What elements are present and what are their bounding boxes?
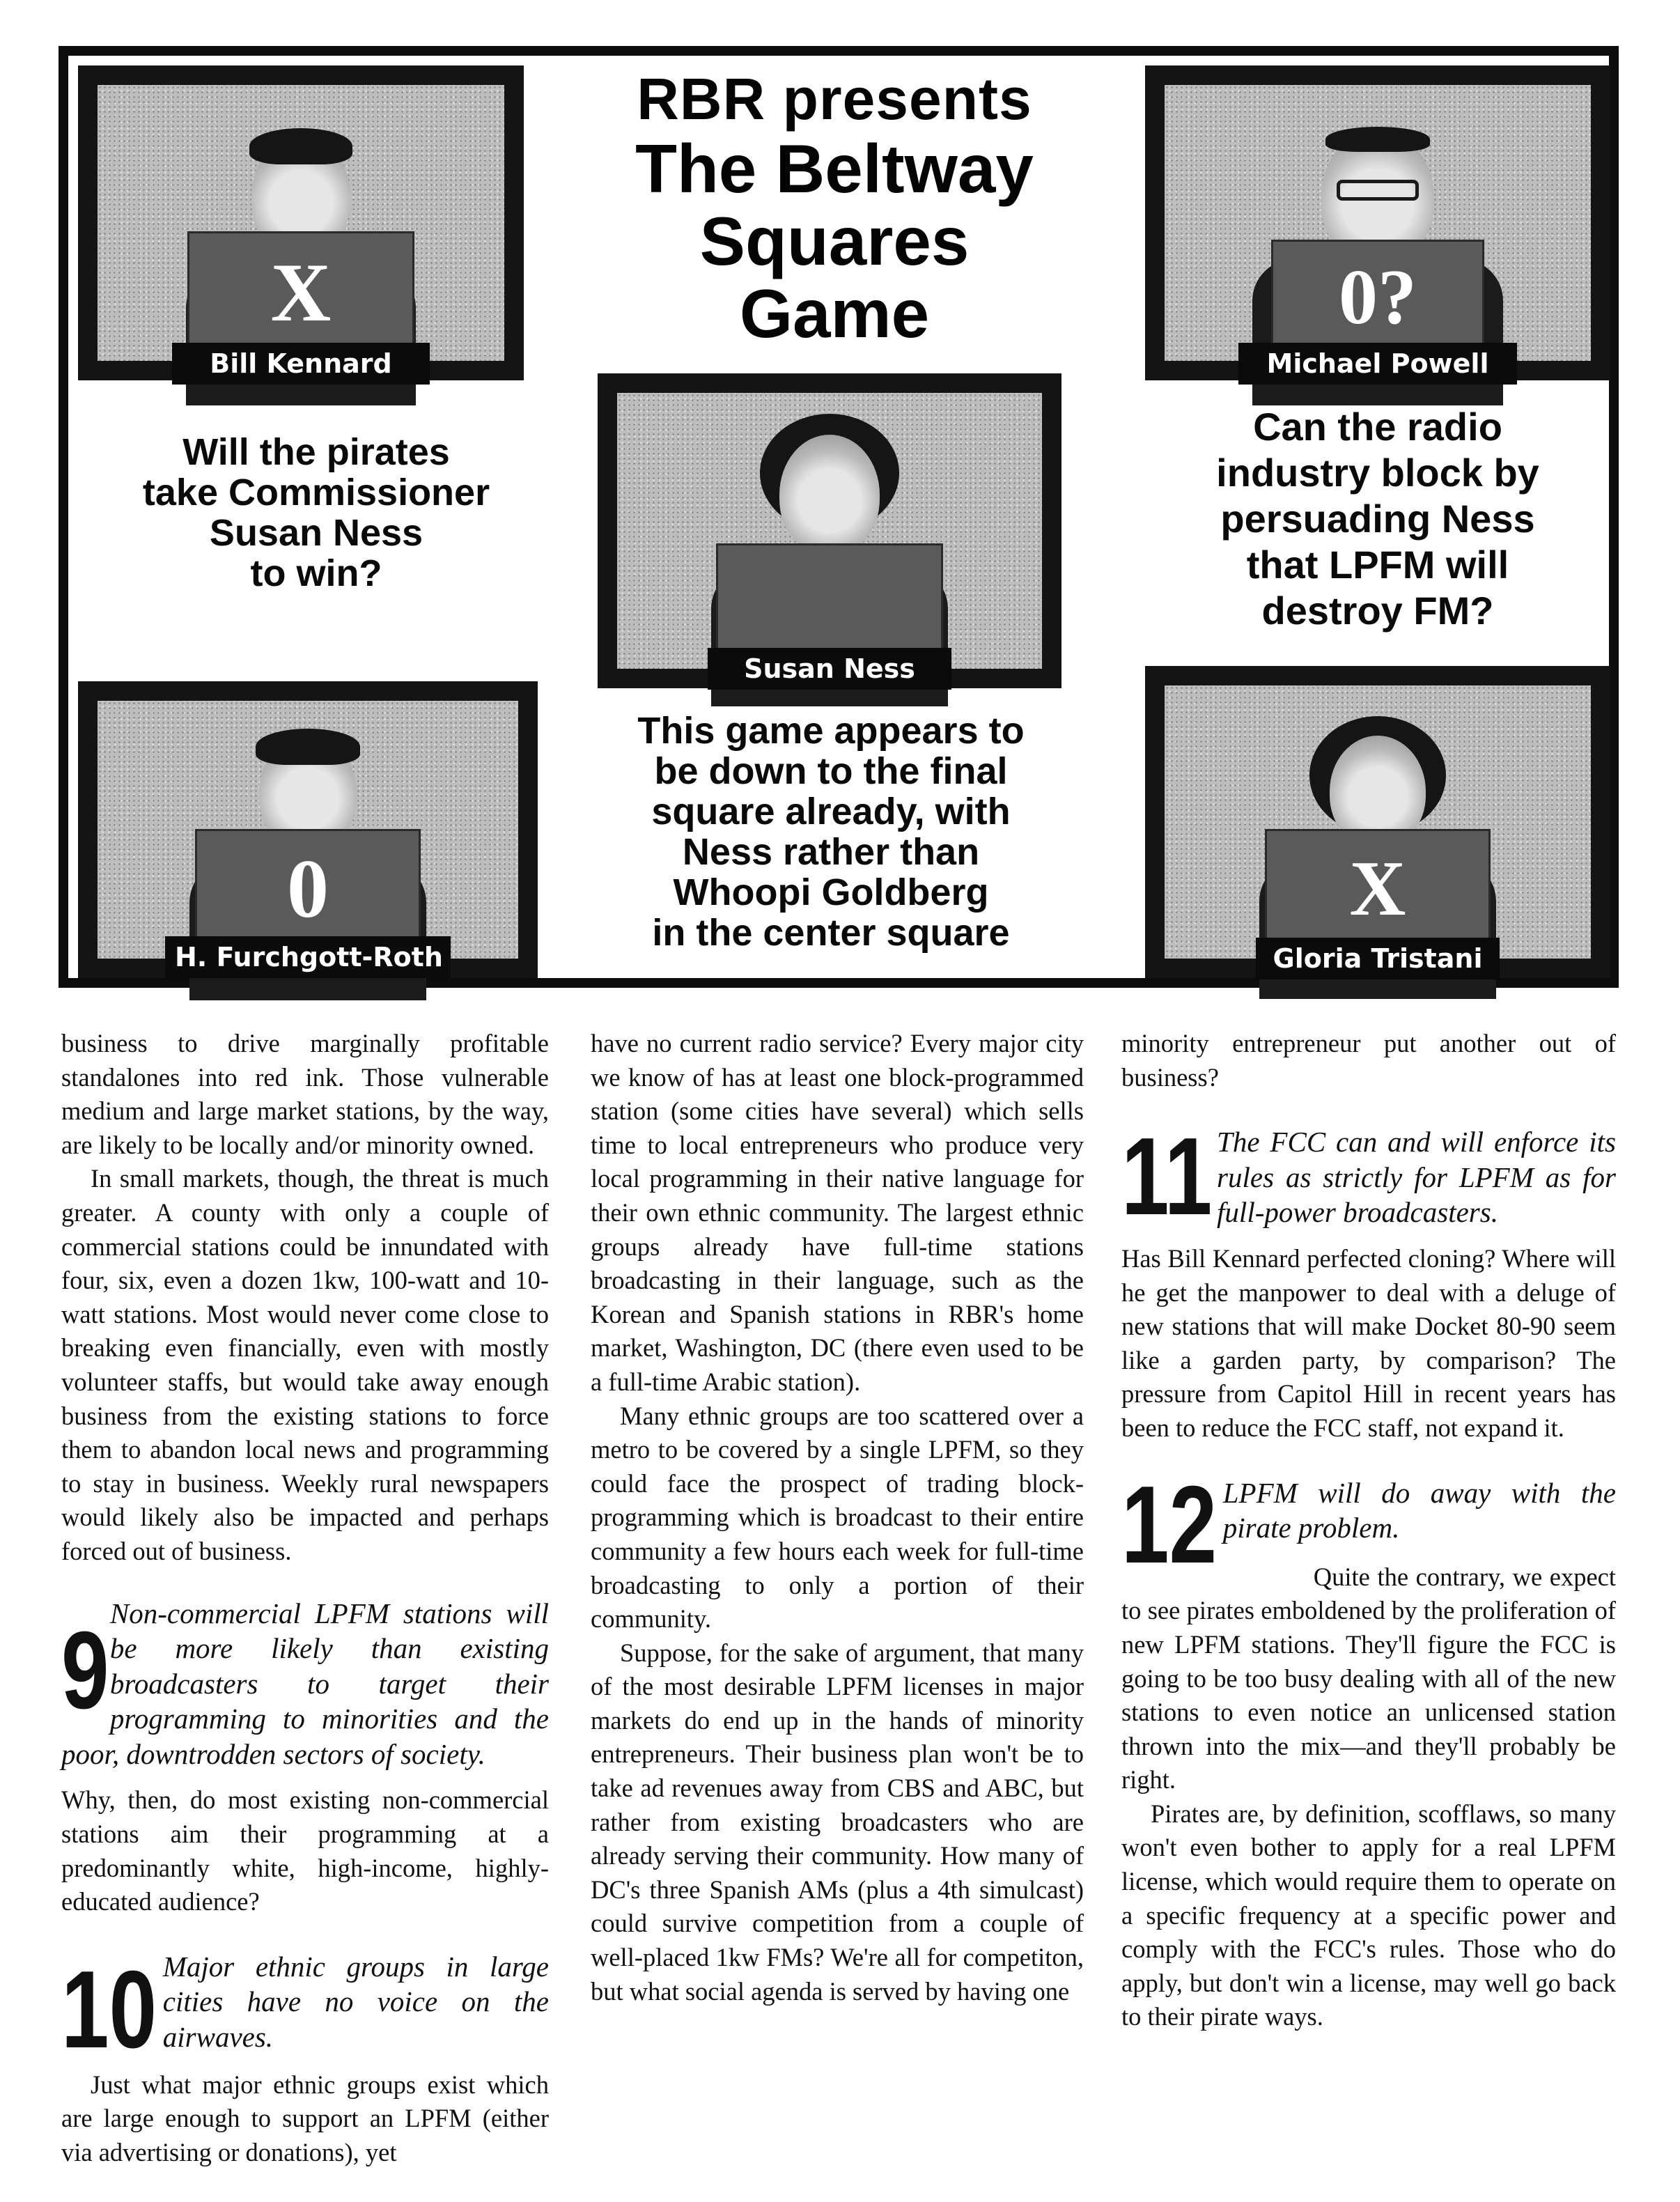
myth-item-9	[61, 1597, 549, 1919]
myth-item-12	[1121, 1463, 1616, 1797]
square-screen	[617, 393, 1042, 684]
question-line: destroy FM?	[1261, 589, 1494, 633]
title-line-3: Squares	[699, 203, 970, 279]
beltway-squares-board	[59, 46, 1619, 988]
paragraph: Why, then, do most existing non-commercial stations aim their programming at a predominantly white, high-income, highly-educated audience?	[61, 1785, 549, 1916]
claim-text: LPFM will do away with the pirate problem.	[1222, 1476, 1616, 1544]
mark-podium	[1271, 240, 1484, 355]
square-screen	[1165, 85, 1591, 379]
claim-text: Non-commercial LPFM stations will be more likely than existing broadcasters to target their programming to minorities and the poor, downtrodden sectors of society.	[61, 1597, 549, 1770]
myth-item-10	[61, 1950, 549, 2170]
mark-podium	[716, 543, 943, 659]
paragraph: minority entrepreneur put another out of business?	[1121, 1029, 1616, 1092]
nameplate: Gloria Tristani	[1256, 938, 1500, 979]
article-column-2	[591, 1027, 1084, 2008]
mark-podium	[187, 231, 414, 354]
question-line: Will the pirates	[182, 431, 450, 473]
paragraph: Quite the contrary, we expect to see pirates emboldened by the proliferation of new LPFM stations. They'll figure the FCC is going to be too busy dealing with all of the new stations to even notice an unlicensed station thrown into the mix—and they'll probably be right.	[1121, 1562, 1616, 1794]
nameplate: Bill Kennard	[172, 343, 430, 385]
paragraph: business to drive marginally profitable standalones into red ink. Those vulnerable medium and large market stations, by the way, are likely to be locally and/or minority owned.	[61, 1029, 549, 1159]
question-line: to win?	[250, 552, 382, 594]
paragraph: In small markets, though, the threat is much greater. A county with only a couple of commercial stations could be innundated with four, six, even a dozen 1kw, 100-watt and 10-watt stations. Most would never come close to breaking even financially, even with mostly volunteer staffs, but would take away enough business from the existing stations to force them to abandon local news and programming to stay in business. Weekly rural newspapers would likely also be impacted and perhaps forced out of business.	[61, 1164, 549, 1565]
paragraph: Suppose, for the sake of argument, that many of the most desirable LPFM licenses in major markets do end up in the hands of minority entrepreneurs. Their business plan won't be to take ad revenues away from CBS and ABC, but rather from existing broadcasters who are already serving their community. How many of DC's three Spanish AMs (plus a 4th simulcast) could survive competition from a couple of well-placed 1kw FMs? We're all for competiton, but what social agenda is served by having one	[591, 1638, 1084, 2006]
center-caption	[556, 711, 1106, 953]
paragraph: have no current radio service? Every major city we know of has at least one block-programmed station (some cities have several) which sells time to local entrepreneurs who produce very local programming in their native language for their own ethnic community. The largest ethnic groups already have full-time stations broadcasting in their language, such as the Korean and Spanish stations in RBR's home market, Washington, DC (there even used to be a full-time Arabic station).	[591, 1029, 1084, 1396]
board-title	[577, 65, 1092, 350]
question-line: take Commissioner	[142, 472, 490, 513]
paragraph: Pirates are, by definition, scofflaws, so many won't even bother to apply for a real LPFM license, which would require them to operate on a specific frequency at a specific power and comply with the FCC's rules. Those who do apply, but don't win a license, may well go back to their pirate ways.	[1121, 1799, 1616, 2031]
paragraph: Many ethnic groups are too scattered over a metro to be covered by a single LPFM, so they could face the prospect of trading block-programming which is broadcast to their entire community a few hours each week for full-time broadcasting to only a portion of their community.	[591, 1401, 1084, 1634]
caption-line: This game appears to	[637, 710, 1025, 752]
article-column-3	[1121, 1027, 1616, 2034]
title-line-4: Game	[739, 275, 930, 352]
myth-item-11	[1121, 1115, 1616, 1445]
myth-claim	[61, 1948, 549, 2071]
question-line: industry block by	[1216, 451, 1539, 495]
square-mark: 0?	[1339, 254, 1417, 341]
square-gloria-tristani	[1145, 666, 1610, 978]
title-line-1: RBR presents	[637, 66, 1032, 132]
question-line: that LPFM will	[1246, 543, 1509, 587]
question-line: Can the radio	[1253, 405, 1502, 449]
myth-claim	[1121, 1115, 1616, 1239]
portrait-head	[779, 435, 880, 555]
caption-line: Whoopi Goldberg	[673, 871, 989, 913]
nameplate: Susan Ness	[708, 648, 951, 690]
square-mark: X	[1349, 845, 1406, 932]
caption-line: Ness rather than	[682, 831, 980, 873]
portrait-hair	[249, 128, 352, 164]
article-column-1	[61, 1027, 549, 2169]
mark-podium	[1265, 829, 1491, 949]
question-left	[100, 432, 532, 594]
square-susan-ness	[598, 373, 1061, 688]
square-mark: X	[270, 246, 332, 339]
square-mark: 0	[287, 842, 329, 935]
portrait-hair	[256, 729, 360, 765]
caption-line: square already, with	[651, 791, 1011, 832]
item-number: 10	[61, 1948, 157, 2071]
myth-claim	[1121, 1463, 1616, 1586]
paragraph: Has Bill Kennard perfected cloning? Where will he get the manpower to deal with a deluge of new stations that will make Docket 80-90 seem like a garden party, by comparison? The pressure from Capitol Hill in recent years has been to reduce the FCC staff, not expand it.	[1121, 1243, 1616, 1442]
myth-claim	[61, 1597, 549, 1773]
item-number: 12	[1121, 1463, 1218, 1586]
square-michael-powell	[1145, 65, 1610, 380]
item-number: 9	[61, 1608, 109, 1732]
glasses-icon	[1337, 180, 1419, 201]
nameplate: H. Furchgott-Roth	[165, 936, 451, 978]
square-screen	[98, 85, 504, 379]
question-line: Susan Ness	[209, 512, 423, 554]
item-number: 11	[1121, 1115, 1213, 1239]
square-furchgott-roth	[78, 681, 538, 978]
square-bill-kennard	[78, 65, 524, 380]
square-screen	[98, 701, 518, 972]
mark-podium	[195, 829, 421, 949]
paragraph: Just what major ethnic groups exist which are large enough to support an LPFM (either via advertising or donations), yet	[61, 2070, 549, 2166]
title-line-2: The Beltway	[635, 130, 1034, 207]
question-right	[1141, 404, 1615, 634]
question-line: persuading Ness	[1220, 497, 1535, 541]
nameplate: Michael Powell	[1238, 343, 1517, 385]
claim-text: The FCC can and will enforce its rules as strictly for LPFM as for full-power broadcasters.	[1217, 1126, 1616, 1229]
caption-line: be down to the final	[654, 750, 1008, 792]
caption-line: in the center square	[652, 912, 1010, 954]
portrait-hair	[1325, 127, 1430, 152]
square-screen	[1165, 685, 1591, 974]
claim-text: Major ethnic groups in large cities have no voice on the airwaves.	[162, 1950, 549, 2054]
